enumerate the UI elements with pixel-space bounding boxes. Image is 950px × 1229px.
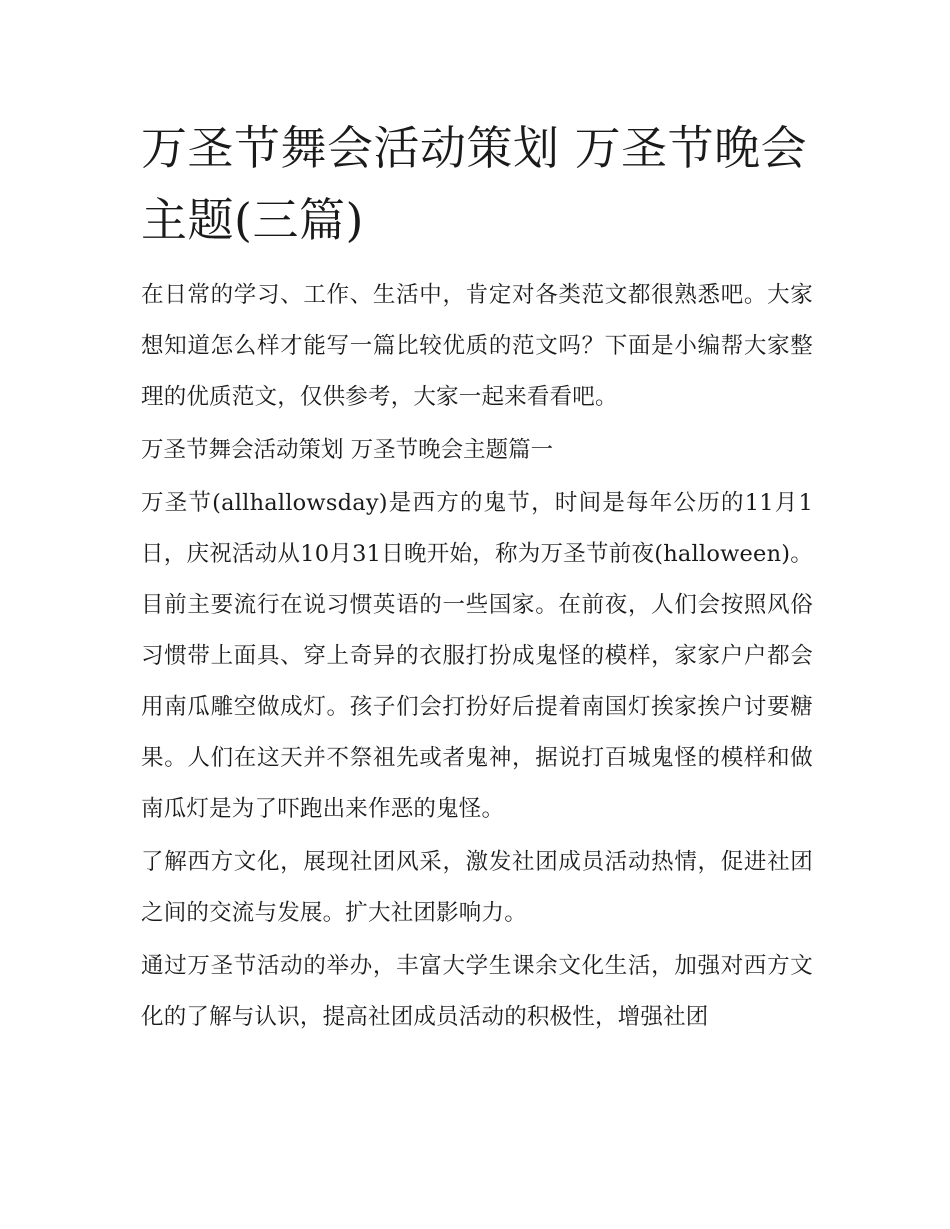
- document-title: 万圣节舞会活动策划 万圣节晚会主题(三篇): [141, 121, 808, 247]
- intro-paragraph: 在日常的学习、工作、生活中，肯定对各类范文都很熟悉吧。大家想知道怎么样才能写一篇比较优质的范文吗？下面是小编帮大家整理的优质范文，仅供参考，大家一起来看看吧。: [141, 282, 813, 410]
- body-paragraph-halloween-origin: 万圣节(allhallowsday)是西方的鬼节，时间是每年公历的11月1日，庆祝活动从10月31日晚开始，称为万圣节前夜(halloween)。目前主要流行在说习惯英语的一些国家。在前夜，人们会按照风俗习惯带上面具、穿上奇异的衣服打扮成鬼怪的模样，家家户户都会用南瓜雕空做成灯。孩子们会打扮好后提着南国灯挨家挨户讨要糖果。人们在这天并不祭祖先或者鬼神，据说打百城鬼怪的模样和做南瓜灯是为了吓跑出来作恶的鬼怪。: [141, 490, 813, 822]
- body-paragraph-purpose: 了解西方文化，展现社团风采，激发社团成员活动热情，促进社团之间的交流与发展。扩大社团影响力。: [141, 849, 813, 926]
- section-heading: 万圣节舞会活动策划 万圣节晚会主题篇一: [141, 437, 554, 463]
- body-paragraph-goals: 通过万圣节活动的举办，丰富大学生课余文化生活，加强对西方文化的了解与认识，提高社团成员活动的积极性，增强社团: [141, 953, 813, 1030]
- document-page: [141, 112, 813, 1045]
